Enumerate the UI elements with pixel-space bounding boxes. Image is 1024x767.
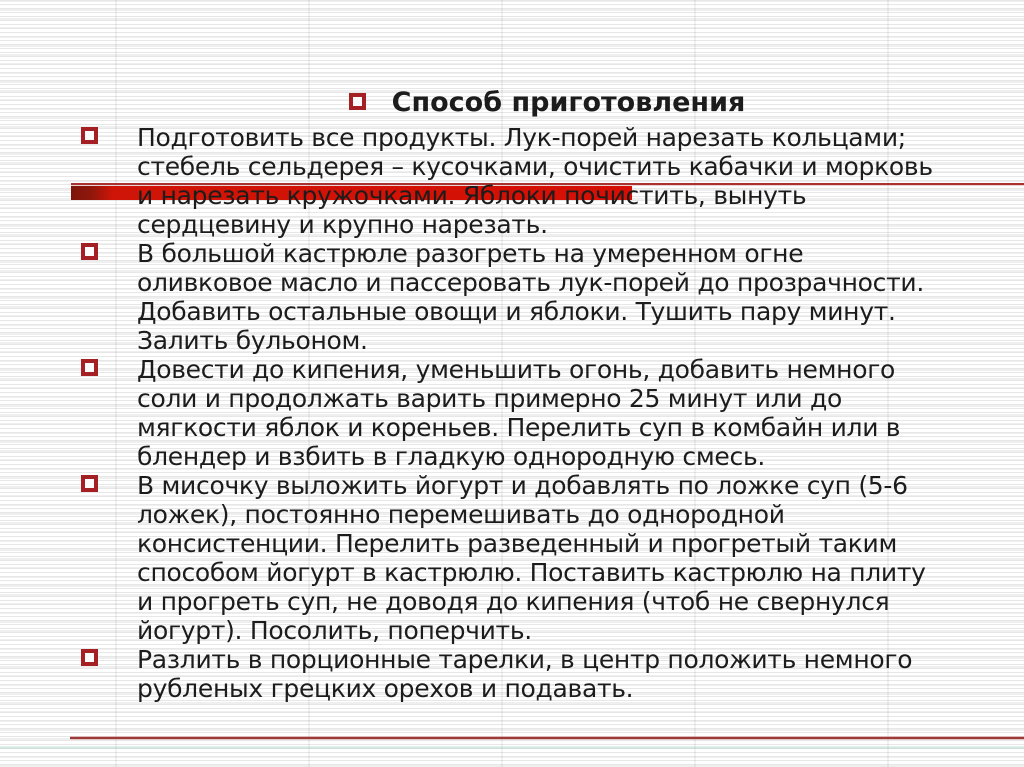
bottom-accent-line <box>0 746 1024 749</box>
text-line: и нарезать кружочками. Яблоки почистить, вынуть <box>137 181 807 210</box>
list-item <box>0 471 1024 645</box>
text-line: йогурт). Посолить, поперчить. <box>137 616 532 645</box>
text-line: В мисочку выложить йогурт и добавлять по ложке суп (5-6 <box>137 471 908 500</box>
text-line: и прогреть суп, не доводя до кипения (чтоб не свернулся <box>137 587 890 616</box>
bullet-square-icon <box>81 475 98 492</box>
slide-title-row <box>70 88 1024 117</box>
text-line: мягкости яблок и кореньев. Перелить суп в комбайн или в <box>137 413 901 442</box>
text-line: Довести до кипения, уменьшить огонь, добавить немного <box>137 355 896 384</box>
text-line: В большой кастрюле разогреть на умеренном огне <box>137 239 804 268</box>
list-item <box>0 355 1024 471</box>
text-line: блендер и взбить в гладкую однородную смесь. <box>137 442 766 471</box>
bullet-list <box>0 123 1024 703</box>
list-item <box>0 239 1024 355</box>
text-line: рубленых грецких орехов и подавать. <box>137 674 634 703</box>
list-item <box>0 123 1024 239</box>
text-line: Разлить в порционные тарелки, в центр положить немного <box>137 645 913 674</box>
bullet-square-icon <box>81 127 98 144</box>
list-item <box>0 645 1024 703</box>
text-line: оливковое масло и пассеровать лук-порей до прозрачности. <box>137 268 924 297</box>
bullet-square-icon <box>81 649 98 666</box>
page-title: Способ приготовления <box>391 87 746 118</box>
text-line: способом йогурт в кастрюлю. Поставить кастрюлю на плиту <box>137 558 926 587</box>
text-line: стебель сельдерея – кусочками, очистить кабачки и морковь <box>137 152 933 181</box>
text-line: ложек), постоянно перемешивать до однородной <box>137 500 785 529</box>
text-line: Залить бульоном. <box>137 326 368 355</box>
text-line: соли и продолжать варить примерно 25 минут или до <box>137 384 842 413</box>
text-line: сердцевину и крупно нарезать. <box>137 210 548 239</box>
bullet-square-icon <box>81 359 98 376</box>
text-line: консистенции. Перелить разведенный и прогретый таким <box>137 529 898 558</box>
bullet-square-icon <box>81 243 98 260</box>
text-line: Добавить остальные овощи и яблоки. Тушить пару минут. <box>137 297 896 326</box>
text-line: Подготовить все продукты. Лук-порей нарезать кольцами; <box>137 123 906 152</box>
bottom-divider-line <box>70 737 1024 739</box>
bullet-square-icon <box>349 93 366 110</box>
